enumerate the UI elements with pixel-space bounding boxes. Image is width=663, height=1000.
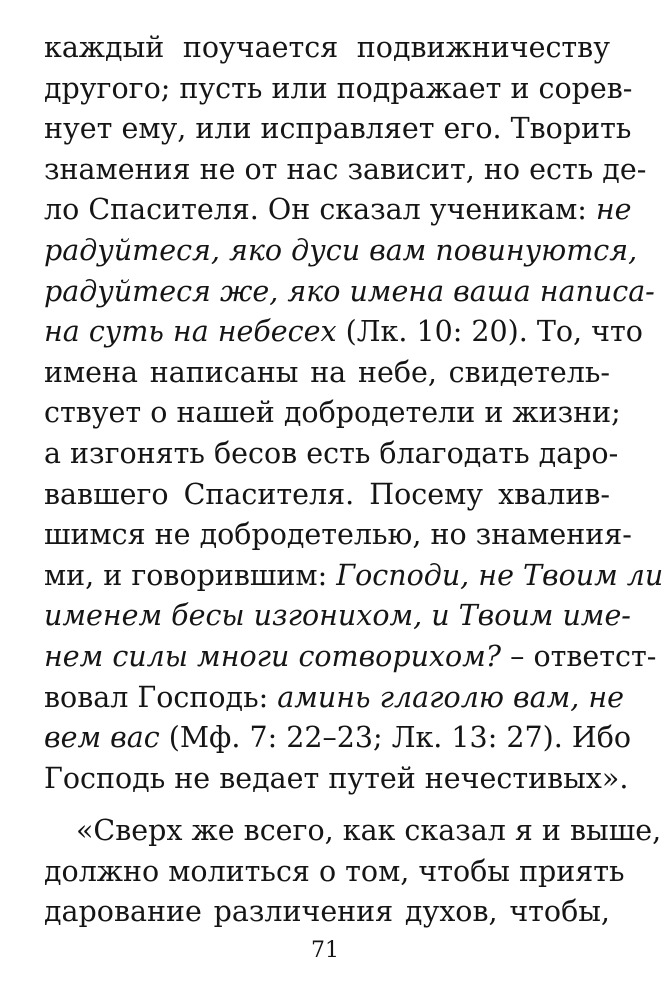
text-line bbox=[44, 678, 624, 719]
text-run: (Мф. 7: 22–23; Лк. 13: 27). Ибо bbox=[159, 721, 632, 755]
italic-quote: аминь глаголю вам, не bbox=[277, 680, 624, 714]
text-line bbox=[44, 596, 631, 637]
text-line bbox=[44, 272, 655, 313]
text-line bbox=[44, 852, 625, 893]
text-line bbox=[44, 28, 610, 69]
text-line bbox=[44, 759, 629, 800]
italic-quote: именем бесы изгонихом, и Твоим име- bbox=[44, 599, 631, 633]
italic-quote: вем вас bbox=[44, 721, 160, 755]
text-line bbox=[44, 231, 638, 272]
paragraph-gap bbox=[44, 799, 610, 811]
text-line bbox=[44, 892, 610, 933]
page-text bbox=[44, 28, 663, 933]
italic-quote: не bbox=[595, 193, 632, 227]
text-run: каждый поучается подвижничеству bbox=[44, 31, 610, 64]
text-line bbox=[44, 556, 663, 597]
page-number: 71 bbox=[311, 938, 339, 963]
paragraph bbox=[44, 811, 662, 933]
text-run: ми, и говорившим: bbox=[44, 558, 337, 592]
text-line bbox=[44, 353, 610, 394]
text-run: имена написаны на небе, свидетель- bbox=[44, 355, 610, 389]
text-run: ло Спасителя. Он сказал ученикам: bbox=[44, 193, 596, 227]
text-line bbox=[44, 190, 632, 231]
text-line bbox=[44, 312, 643, 353]
text-line bbox=[44, 109, 632, 150]
text-run: (Лк. 10: 20). То, что bbox=[336, 315, 643, 349]
text-line bbox=[44, 434, 619, 475]
text-line bbox=[44, 811, 662, 852]
text-run: Господь не ведает путей нечестивых». bbox=[44, 761, 629, 795]
text-line bbox=[44, 718, 632, 759]
text-run: шимся не добродетелью, но знамения- bbox=[44, 518, 632, 552]
text-line bbox=[44, 393, 621, 434]
italic-quote: на суть на небесех bbox=[44, 315, 337, 349]
text-line bbox=[44, 515, 632, 556]
text-line bbox=[44, 475, 610, 516]
text-run: ствует о нашей добродетели и жизни; bbox=[44, 396, 621, 430]
text-run: вавшего Спасителя. Посему хвалив- bbox=[44, 477, 610, 511]
paragraph bbox=[44, 28, 663, 799]
italic-quote: Господи, не Твоим ли bbox=[336, 558, 663, 592]
text-line bbox=[44, 150, 647, 191]
text-run: а изгонять бесов есть благодать даро- bbox=[44, 436, 619, 470]
italic-quote: радуйтеся же, яко имена ваша написа- bbox=[44, 274, 655, 308]
text-run: вовал Господь: bbox=[44, 680, 278, 714]
italic-quote: нем силы многи сотворихом? bbox=[44, 639, 502, 673]
text-line bbox=[44, 69, 633, 110]
text-run: дарование различения духов, чтобы, bbox=[44, 895, 610, 929]
text-run: знамения не от нас зависит, но есть де- bbox=[44, 152, 647, 186]
text-run: – ответст- bbox=[501, 639, 657, 673]
text-run: нует ему, или исправляет его. Творить bbox=[44, 112, 632, 146]
text-line bbox=[44, 637, 657, 678]
text-run: должно молиться о том, чтобы приять bbox=[44, 854, 625, 888]
text-run: «Сверх же всего, как сказал я и выше, bbox=[76, 814, 662, 848]
italic-quote: радуйтеся, яко дуси вам повинуются, bbox=[44, 233, 638, 267]
text-run: другого; пусть или подражает и сорев- bbox=[44, 71, 633, 105]
